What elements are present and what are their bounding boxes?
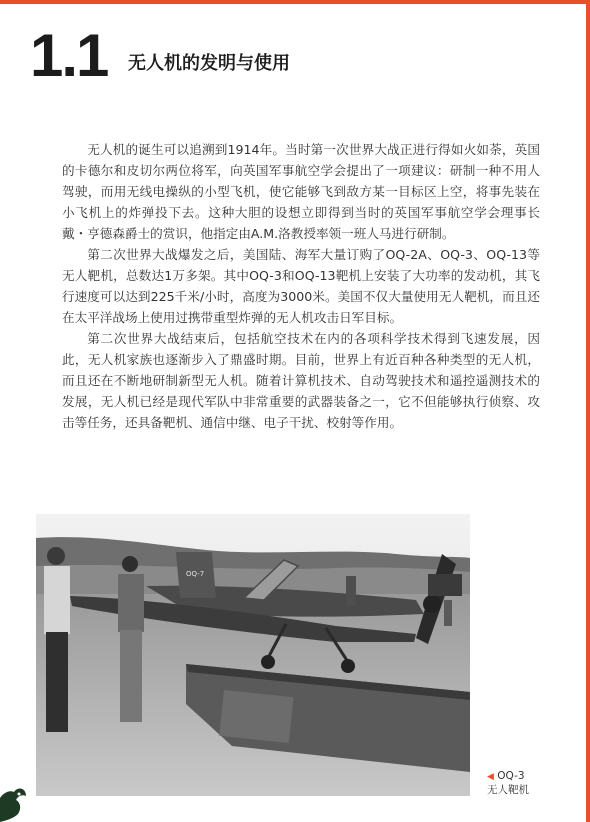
paragraph-3: 第二次世界大战结束后，包括航空技术在内的各项科学技术得到飞速发展，因此，无人机家族也逐渐步入了鼎盛时期。目前，世界上有近百种各种类型的无人机，而且还在不断地研制新型无人机。随着计算机技术、自动驾驶技术和遥控遥测技术的发展，无人机已经是现代军队中非常重要的武器装备之一，它不但能够执行侦察、攻击等任务，还具备靶机、通信中继、电子干扰、校射等作用。 [62,331,540,430]
right-accent-bar [586,0,590,822]
caption-model: OQ-3 [497,770,525,782]
article-body [62,139,540,433]
photo-caption [487,770,529,797]
bird-icon [0,784,30,822]
paragraph-2: 第二次世界大战爆发之后，美国陆、海军大量订购了OQ-2A、OQ-3、OQ-13等无人靶机，总数达1万多架。其中OQ-3和OQ-13靶机上安装了大功率的发动机，其飞行速度可以达到225千米/小时，高度为3000米。美国不仅大量使用无人靶机，而且还在太平洋战场上使用过携带重型炸弹的无人机攻击日军目标。 [62,247,540,325]
caption-description: 无人靶机 [487,784,529,796]
caption-arrow-icon: ◀ [487,772,494,782]
section-number: 1.1 [30,22,108,89]
tail-marking: OQ-7 [186,570,205,578]
section-title: 无人机的发明与使用 [128,53,290,74]
drone-photo [36,514,470,796]
paragraph-1: 无人机的诞生可以追溯到1914年。当时第一次世界大战正进行得如火如荼，英国的卡德尔和皮切尔两位将军，向英国军事航空学会提出了一项建议：研制一种不用人驾驶，而用无线电操纵的小型飞机，使它能够飞到敌方某一目标区上空，将事先装在小飞机上的炸弹投下去。这种大胆的设想立即得到当时的英国军事航空学会理事长戴・亨德森爵士的赏识，他指定由A.M.洛教授率领一班人马进行研制。 [62,142,540,241]
top-accent-bar [0,0,590,4]
